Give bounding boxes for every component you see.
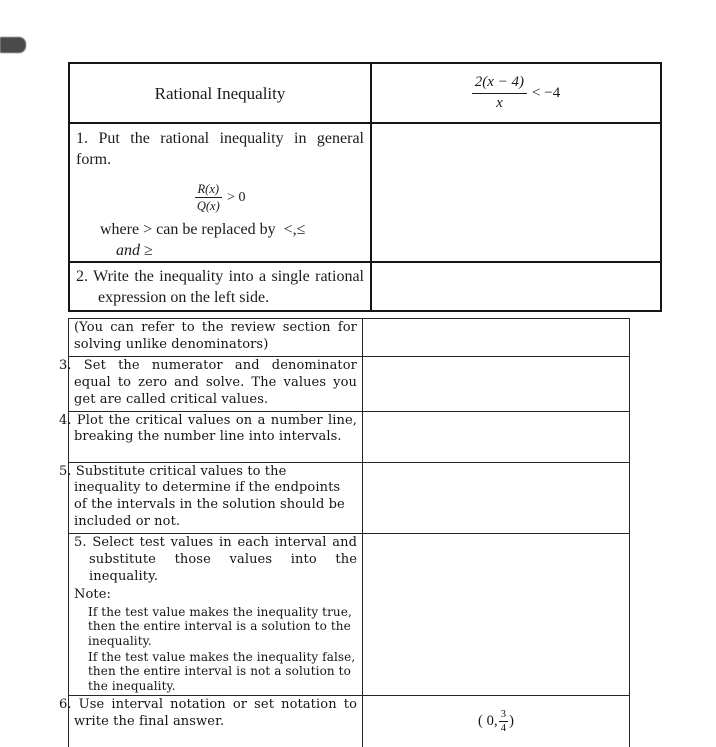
step-3-answer-cell-empty — [363, 357, 629, 411]
answer-fraction-numerator: 3 — [500, 709, 507, 721]
answer-fraction-denominator: 4 — [500, 722, 507, 734]
step-1-answer-cell-empty — [372, 124, 660, 261]
answer-fraction — [499, 709, 508, 734]
header-cell-right — [372, 64, 660, 122]
general-form-fraction — [195, 182, 223, 214]
step-5-substitute-row — [59, 462, 629, 534]
general-form-sign: > 0 — [227, 190, 246, 206]
step-5-test-values-text: 5. Select test values in each interval and substitute those values into the inequality. — [74, 535, 357, 584]
step-1-where-note: where > can be replaced by <,≤ — [100, 220, 306, 238]
step-4-answer-cell-empty — [363, 412, 629, 462]
step-4-row — [59, 411, 629, 462]
step-1-and-note: and ≥ — [116, 241, 153, 259]
step-2-row — [70, 261, 660, 310]
step-2-answer-cell-empty — [372, 263, 660, 310]
inequality-sign: < −4 — [532, 84, 561, 101]
step-2-cell — [70, 263, 372, 310]
note-true-text: If the test value makes the inequality true, then the entire interval is a solution to the inequality. — [88, 604, 352, 648]
step-5-test-values-answer-cell-empty — [363, 534, 629, 695]
problem-fraction — [472, 74, 527, 112]
step-5-substitute-answer-cell-empty — [363, 463, 629, 534]
step-5-test-values-row — [69, 533, 629, 695]
answer-open: ( 0, — [477, 713, 498, 730]
review-note-text: (You can refer to the review section for solving unlike denominators) — [69, 319, 363, 356]
general-form-line — [70, 178, 370, 214]
step-1-cell — [70, 124, 372, 261]
step-2-text: 2. Write the inequality into a single rational expression on the left side. — [76, 267, 364, 306]
general-form-numerator: R(x) — [195, 182, 223, 198]
final-answer-interval — [478, 709, 514, 734]
step-6-text: 6. Use interval notation or set notation to write the final answer. — [69, 696, 363, 747]
header-cell-left — [70, 64, 372, 122]
step-3-text: 3. Set the numerator and denominator equal to zero and solve. The values you get are called critical values. — [69, 357, 363, 411]
note-label: Note: — [74, 586, 111, 602]
note-false-text: If the test value makes the inequality false, then the entire interval is not a solution to the inequality. — [88, 649, 356, 693]
step-1-text: 1. Put the rational inequality in general form. — [76, 130, 364, 168]
step-5-substitute-text: 5. Substitute critical values to the inequality to determine if the endpoints of the intervals in the solution should be included or not. — [69, 463, 363, 534]
general-form-expression — [195, 182, 246, 214]
step-3-row — [59, 356, 629, 411]
table-header-row — [70, 64, 660, 122]
review-note-row — [69, 319, 629, 356]
problem-expression — [472, 74, 560, 112]
step-6-answer-cell — [363, 696, 629, 747]
step-1-row — [70, 122, 660, 261]
answer-close: ) — [509, 713, 515, 730]
step-6-row — [59, 695, 629, 747]
steps-table-continued — [59, 318, 630, 747]
fraction-numerator: 2(x − 4) — [472, 74, 527, 93]
general-form-denominator: Q(x) — [196, 199, 220, 214]
table-title: Rational Inequality — [154, 83, 286, 103]
step-4-text: 4. Plot the critical values on a number line, breaking the number line into intervals. — [69, 412, 363, 462]
fraction-denominator: x — [496, 94, 503, 111]
step-5-test-values-cell — [69, 534, 363, 695]
rational-inequality-steps-table — [68, 62, 662, 312]
review-note-answer-cell-empty — [363, 319, 629, 356]
scan-artifact — [0, 37, 26, 53]
